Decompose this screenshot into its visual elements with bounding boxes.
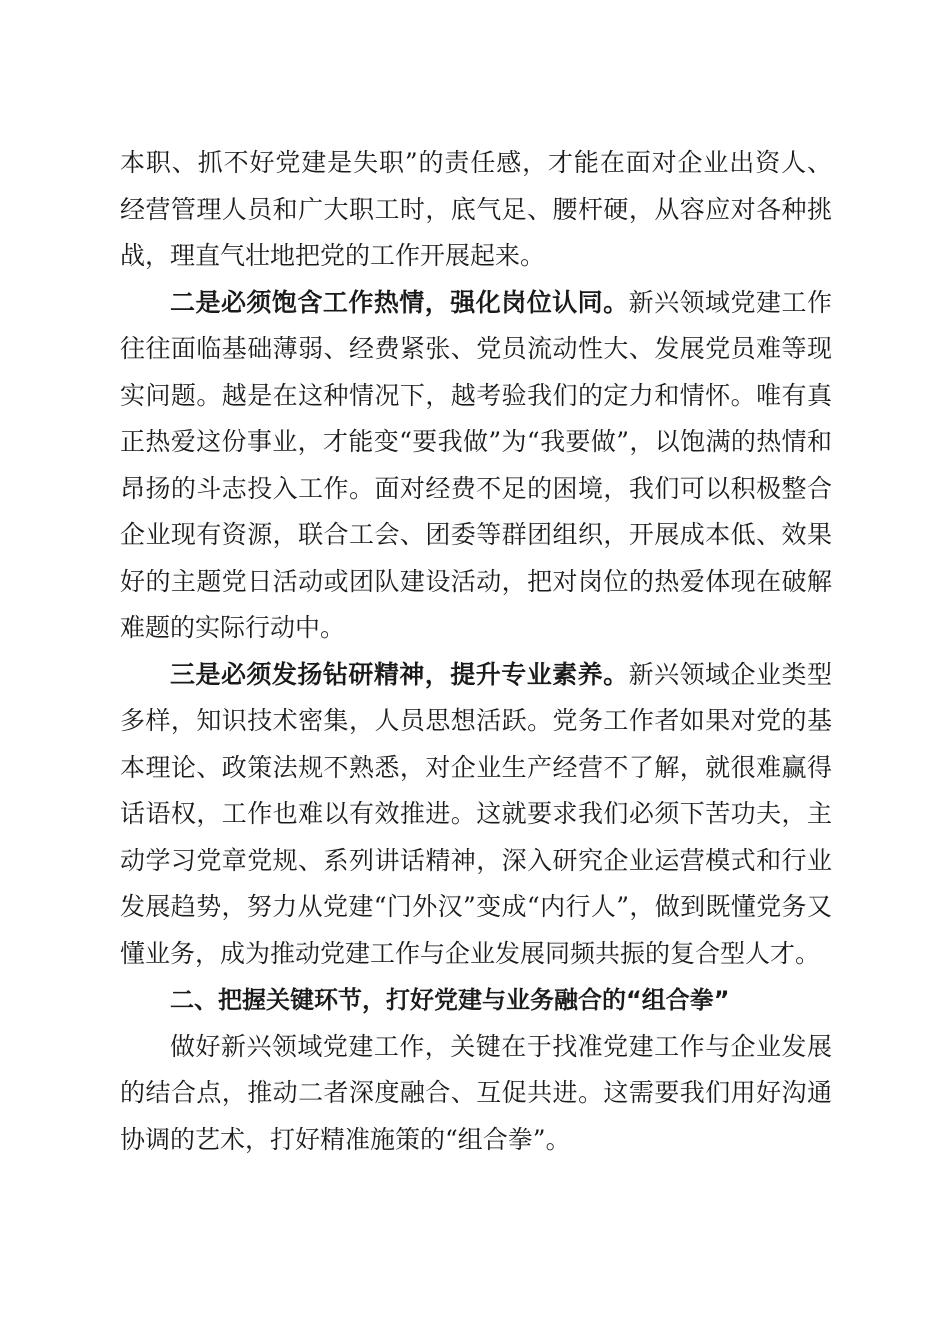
paragraph-work-passion [120, 280, 832, 652]
paragraph-body: 新兴领域党建工作往往面临基础薄弱、经费紧张、党员流动性大、发展党员难等现实问题。越是在这种情况下，越考验我们的定力和情怀。唯有真正热爱这份事业，才能变“要我做”为“我要做”，以饱满的热情和昂扬的斗志投入工作。面对经费不足的困境，我们可以积极整合企业现有资源，联合工会、团委等群团组织，开展成本低、效果好的主题党日活动或团队建设活动，把对岗位的热爱体现在破解难题的实际行动中。 [120, 287, 832, 642]
paragraph-continuation [120, 140, 832, 280]
section-heading: 二、把握关键环节，打好党建与业务融合的“组合拳” [170, 986, 730, 1014]
paragraph-closing: 做好新兴领域党建工作，关键在于找准党建工作与企业发展的结合点，推动二者深度融合、互促共进。这需要我们用好沟通协调的艺术，打好精准施策的“组合拳”。 [120, 1031, 832, 1154]
paragraph-professional-skill [120, 652, 832, 978]
paragraph-body: 新兴领域企业类型多样，知识技术密集，人员思想活跃。党务工作者如果对党的基本理论、政策法规不熟悉，对企业生产经营不了解，就很难赢得话语权，工作也难以有效推进。这就要求我们必须下苦功夫，主动学习党章党规、系列讲话精神，深入研究企业运营模式和行业发展趋势，努力从党建“门外汉”变成“内行人”，做到既懂党务又懂业务，成为推动党建工作与企业发展同频共振的复合型人才。 [120, 659, 832, 968]
paragraph-body: 本职、抓不好党建是失职”的责任感，才能在面对企业出资人、经营管理人员和广大职工时，底气足、腰杆硬，从容应对各种挑战，理直气壮地把党的工作开展起来。 [120, 148, 832, 270]
body-text [120, 140, 832, 1163]
paragraph-lead: 二是必须饱含工作热情，强化岗位认同。 [170, 287, 629, 317]
paragraph-lead: 三是必须发扬钻研精神，提升专业素养。 [170, 659, 629, 689]
